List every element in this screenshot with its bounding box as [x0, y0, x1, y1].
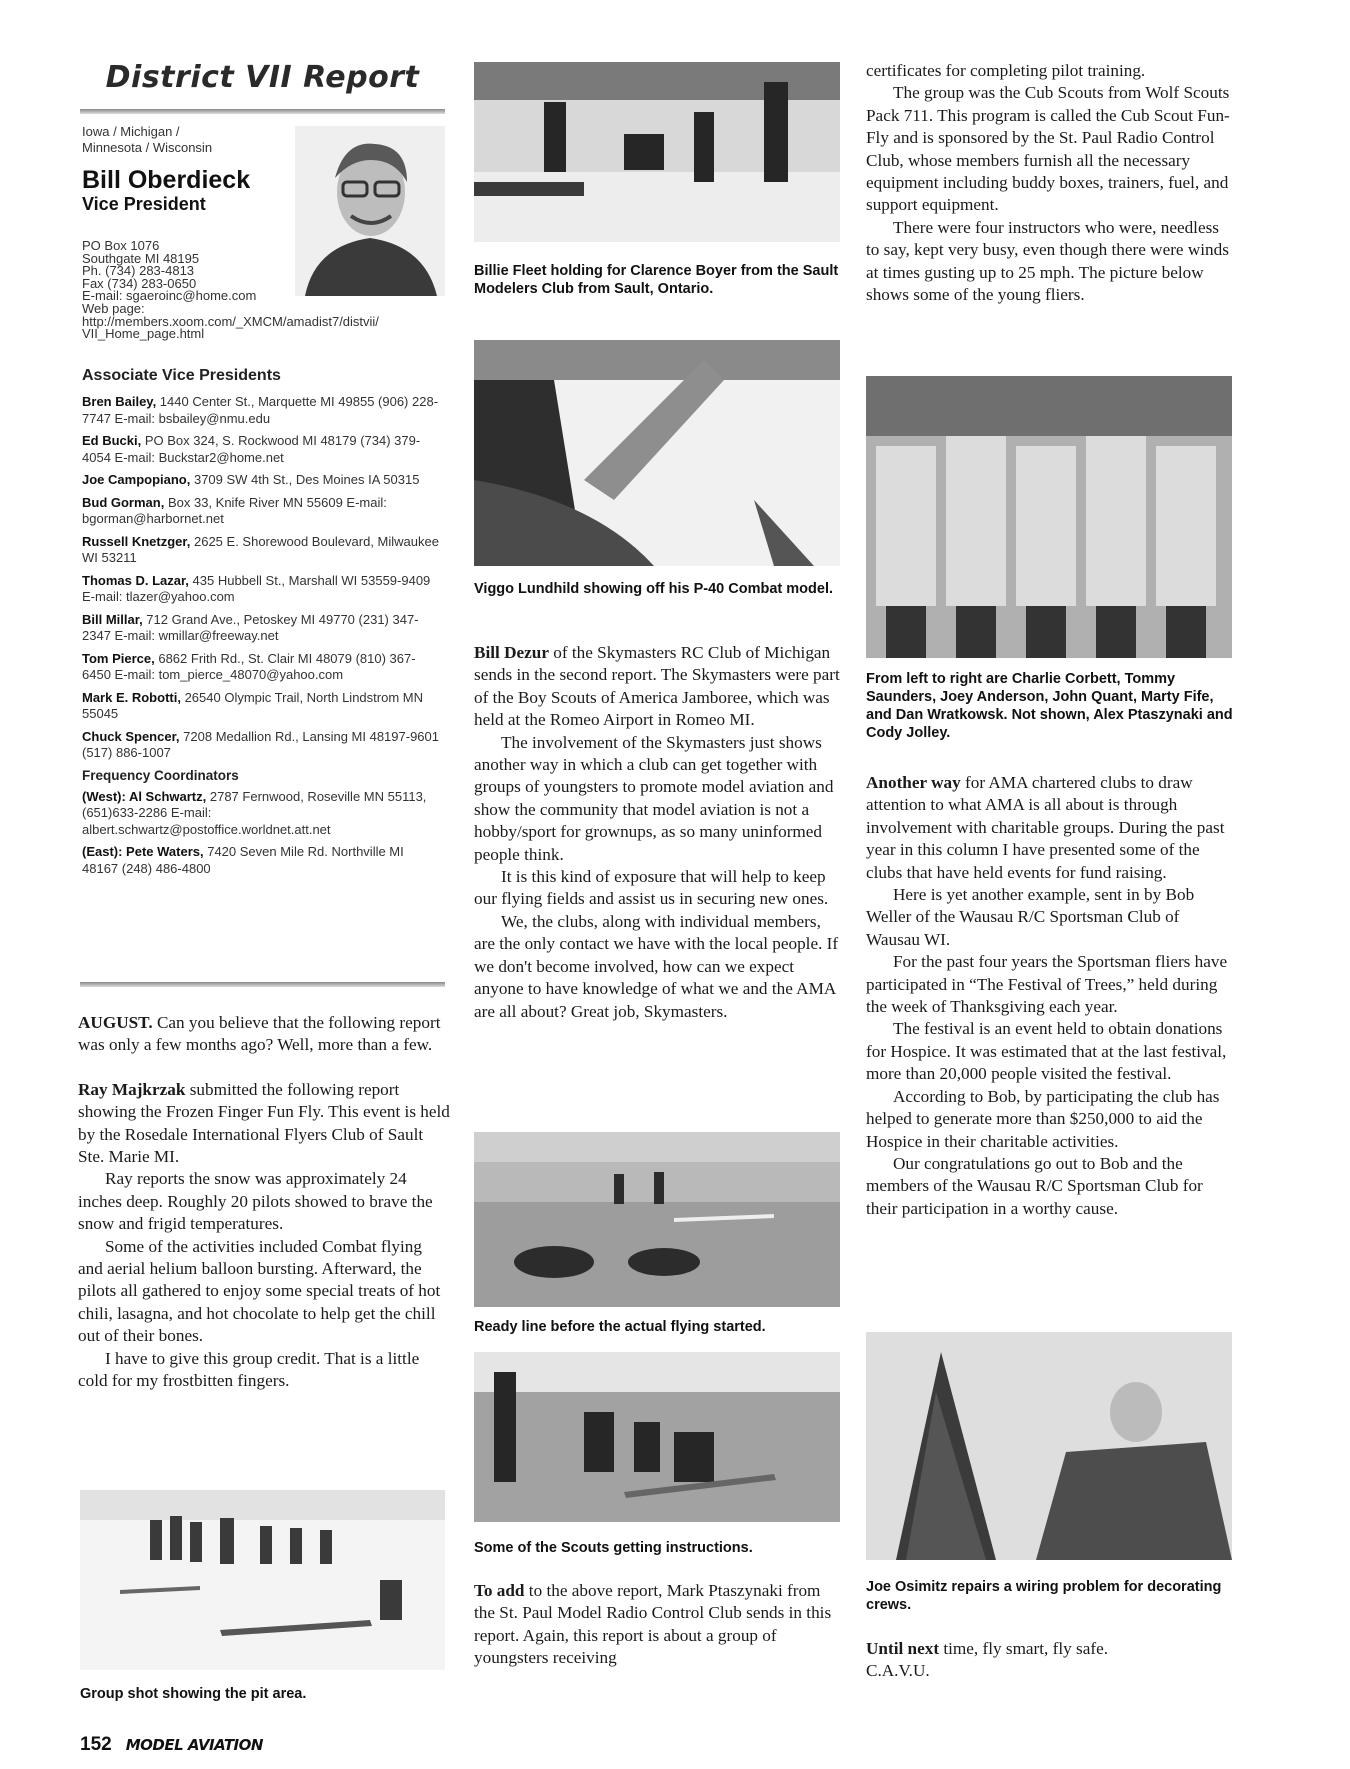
- paragraph: Ray reports the snow was approximately 24 inches deep. Roughly 20 pilots showed to brave the snow and frigid temperatures.: [78, 1169, 433, 1234]
- paragraph: [866, 772, 1236, 884]
- paragraph: The group was the Cub Scouts from Wolf Scouts Pack 711. This program is called the Cub Scout Fun-Fly and is sponsored by the St. Paul Radio Control Club, whose members furnish all the necessary equipment including buddy boxes, trainers, fuel, and support equipment.: [866, 83, 1230, 215]
- email-line: E-mail: sgaeroinc@home.com: [82, 288, 257, 304]
- associate-info: 712 Grand Ave., Petoskey MI 49770 (231) 347-2347 E-mail: wmillar@freeway.net: [82, 611, 419, 643]
- paragraph: For the past four years the Sportsman fliers have participated in “The Festival of Trees,” held during the week of Thanksgiving each year.: [866, 952, 1228, 1017]
- webpage-label: Web page:: [82, 300, 145, 316]
- lead-in: AUGUST.: [78, 1013, 153, 1032]
- column-3-text-cont: [866, 772, 1236, 1220]
- paragraph-text: Can you believe that the following report was only a few months ago? Well, more than a few.: [78, 1013, 441, 1055]
- snow-field-caption: Billie Fleet holding for Clarence Boyer from the Sault Modelers Club from Sault, Ontario.: [474, 263, 839, 297]
- frequency-entry: [82, 789, 442, 839]
- associate-name: Bill Millar,: [82, 611, 143, 627]
- paragraph-text: for AMA chartered clubs to draw attention to what AMA is all about is through involvement with charitable groups. During the past year in this column I have presented some of the clubs that have held events for fund raising.: [866, 773, 1225, 882]
- vp-role: Vice President: [82, 194, 206, 214]
- vp-address: [82, 240, 452, 341]
- associate-info: 3709 SW 4th St., Des Moines IA 50315: [190, 472, 420, 487]
- associate-entry: [82, 573, 442, 606]
- associate-info: Box 33, Knife River MN 55609 E-mail: bgorman@harbornet.net: [82, 494, 387, 526]
- paragraph: [78, 1079, 450, 1169]
- associate-entry: [82, 433, 442, 466]
- title-rule: [80, 109, 445, 114]
- frequency-name: (West): Al Schwartz,: [82, 788, 207, 804]
- district-header: [80, 60, 445, 114]
- associate-entry: [82, 729, 442, 762]
- associate-entry: [82, 495, 442, 528]
- paragraph: There were four instructors who were, needless to say, kept very busy, even though there were winds at times gusting up to 25 mph. The picture below shows some of the young fliers.: [866, 217, 1229, 305]
- vp-info: [82, 124, 282, 215]
- frequency-info: 2787 Fernwood, Roseville MN 55113, (651)633-2286 E-mail: albert.schwartz@postoffice.worldnet.att.net: [82, 788, 427, 837]
- associate-info: PO Box 324, S. Rockwood MI 48179 (734) 379-4054 E-mail: Buckstar2@home.net: [82, 433, 421, 465]
- associate-vps: [82, 367, 442, 883]
- paragraph: Some of the activities included Combat flying and aerial helium balloon bursting. Afterward, the pilots all gathered to enjoy some special treats of hot chili, lasagna, and hot chocolate to help get the chill out of their bones.: [78, 1236, 441, 1346]
- paragraph: We, the clubs, along with individual members, are the only contact we have with the local people. If we don't become involved, how can we expect anyone to have knowledge of what we and the AMA are all about? Great job, Skymasters.: [474, 911, 839, 1021]
- phone-line: Ph. (734) 283-4813: [82, 263, 195, 279]
- paragraph: It is this kind of exposure that will help to keep our flying fields and assist us in securing new ones.: [474, 867, 829, 909]
- paragraph-text: time, fly smart, fly safe.: [939, 1639, 1109, 1658]
- p40-model-photo: [474, 340, 840, 566]
- associate-entry: [82, 651, 442, 684]
- address-line: Southgate MI 48195: [82, 250, 200, 266]
- paragraph: [474, 1580, 842, 1670]
- webpage-url-cont: VII_Home_page.html: [82, 326, 205, 342]
- snow-field-photo: [474, 62, 840, 242]
- page-title: District VII Report: [105, 60, 420, 95]
- lead-in: Bill Dezur: [474, 643, 549, 662]
- associate-name: Tom Pierce,: [82, 650, 155, 666]
- lead-in: Ray Majkrzak: [78, 1079, 186, 1099]
- associate-info: 435 Hubbell St., Marshall WI 53559-9409 E-mail: tlazer@yahoo.com: [82, 572, 431, 604]
- associate-name: Russell Knetzger,: [82, 533, 191, 549]
- associate-name: Thomas D. Lazar,: [82, 572, 189, 588]
- paragraph-text: of the Skymasters RC Club of Michigan sends in the second report. The Skymasters were part of the Boy Scouts of America Jamboree, which was held at the Romeo Airport in Romeo MI.: [474, 643, 840, 730]
- associate-name: Ed Bucki,: [82, 433, 142, 448]
- associate-name: Bud Gorman,: [82, 494, 165, 510]
- states-line-2: Minnesota / Wisconsin: [82, 140, 213, 155]
- scouts-instructions-caption: Some of the Scouts getting instructions.: [474, 1540, 753, 1556]
- lead-in: Until next: [866, 1639, 940, 1658]
- page-footer: [80, 1734, 380, 1756]
- fax-line: Fax (734) 283-0650: [82, 275, 197, 291]
- sign-off: C.A.V.U.: [866, 1661, 930, 1681]
- paragraph: The festival is an event held to obtain donations for Hospice. It was estimated that at the last festival, more than 20,000 people visited the festival.: [866, 1019, 1227, 1084]
- associate-entry: [82, 534, 442, 567]
- paragraph: Our congratulations go out to Bob and the members of the Wausau R/C Sportsman Club for their participation in a worthy cause.: [866, 1153, 1203, 1218]
- vp-name: Bill Oberdieck: [82, 166, 251, 194]
- christmas-tree-caption: Joe Osimitz repairs a wiring problem for decorating crews.: [866, 1579, 1222, 1613]
- paragraph: [78, 1012, 450, 1057]
- section-rule: [80, 982, 445, 987]
- associate-entry: [82, 690, 442, 723]
- page-number: 152: [80, 1734, 112, 1755]
- scouts-instructions-photo: [474, 1352, 840, 1522]
- paragraph: Here is yet another example, sent in by Bob Weller of the Wausau R/C Sportsman Club of Wausau WI.: [866, 885, 1195, 949]
- states-line-1: Iowa / Michigan /: [82, 124, 180, 139]
- spacer: [78, 1057, 450, 1079]
- associate-entry: [82, 612, 442, 645]
- associate-name: Chuck Spencer,: [82, 728, 180, 744]
- ready-line-photo: [474, 1132, 840, 1307]
- associate-info: 6862 Frith Rd., St. Clair MI 48079 (810) 367-6450 E-mail: tom_pierce_48070@yahoo.com: [82, 650, 416, 682]
- associate-name: Mark E. Robotti,: [82, 689, 181, 705]
- paragraph: [474, 642, 842, 732]
- lead-in: To add: [474, 1581, 525, 1600]
- associate-heading: Associate Vice Presidents: [82, 367, 281, 384]
- column-2-text: [474, 642, 842, 1023]
- associate-entry: [82, 394, 442, 427]
- associate-info: 7208 Medallion Rd., Lansing MI 48197-9601 (517) 886-1007: [82, 728, 440, 760]
- column-2-text-cont: [474, 1580, 842, 1670]
- paragraph: The involvement of the Skymasters just shows another way in which a club can get together with groups of youngsters to promote model aviation and show the community that model aviation is not a hobby/sport for grownups, as so many uninformed people think.: [474, 732, 834, 864]
- paragraph: [866, 1638, 1236, 1660]
- paragraph-text: to the above report, Mark Ptaszynaki from the St. Paul Model Radio Control Club sends in this report. Again, this report is about a group of youngsters receiving: [474, 1581, 832, 1668]
- frequency-info: 7420 Seven Mile Rd. Northville MI 48167 (248) 486-4800: [82, 844, 404, 876]
- paragraph: certificates for completing pilot training.: [866, 61, 1146, 80]
- magazine-name: MODEL AVIATION: [125, 1736, 263, 1754]
- pit-area-caption: Group shot showing the pit area.: [80, 1686, 307, 1702]
- lead-in: Another way: [866, 773, 961, 792]
- associate-name: Joe Campopiano,: [82, 472, 191, 487]
- paragraph-text: submitted the following report showing the Frozen Finger Fun Fly. This event is held by the Rosedale International Flyers Club of Sault Ste. Marie MI.: [78, 1079, 450, 1167]
- column-3-text: [866, 60, 1234, 306]
- young-fliers-caption: From left to right are Charlie Corbett, Tommy Saunders, Joey Anderson, John Quant, Marty Fife, and Dan Wratkowsk. Not shown, Alex Ptaszynaki and Cody Jolley.: [866, 671, 1233, 741]
- frequency-name: (East): Pete Waters,: [82, 844, 204, 859]
- column-1-text: [78, 1012, 450, 1393]
- ready-line-caption: Ready line before the actual flying started.: [474, 1319, 766, 1335]
- pit-area-photo: [80, 1490, 445, 1670]
- webpage-url: http://members.xoom.com/_XMCM/amadist7/distvii/: [82, 313, 379, 329]
- frequency-entry: [82, 844, 442, 877]
- p40-model-caption: Viggo Lundhild showing off his P-40 Combat model.: [474, 581, 834, 597]
- associate-info: 2625 E. Shorewood Boulevard, Milwaukee WI 53211: [82, 533, 439, 565]
- frequency-heading: Frequency Coordinators: [82, 767, 239, 783]
- associate-info: 1440 Center St., Marquette MI 49855 (906) 228-7747 E-mail: bsbailey@nmu.edu: [82, 394, 439, 426]
- paragraph: According to Bob, by participating the club has helped to generate more than $250,000 to aid the Hospice in their charitable activities.: [866, 1086, 1220, 1151]
- associate-entry: [82, 472, 442, 489]
- associate-info: 26540 Olympic Trail, North Lindstrom MN 55045: [82, 689, 423, 721]
- christmas-tree-photo: [866, 1332, 1232, 1560]
- young-fliers-photo: [866, 376, 1232, 658]
- column-3-closing: [866, 1638, 1236, 1683]
- associate-name: Bren Bailey,: [82, 394, 157, 409]
- address-line: PO Box 1076: [82, 238, 160, 253]
- paragraph: I have to give this group credit. That is a little cold for my frostbitten fingers.: [78, 1348, 420, 1391]
